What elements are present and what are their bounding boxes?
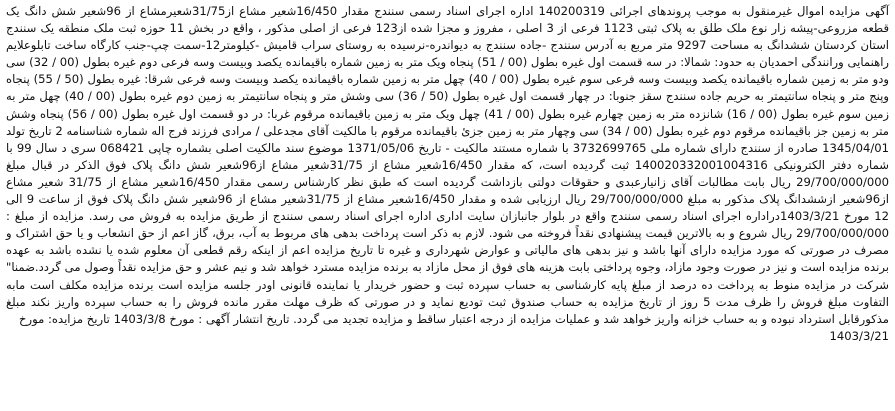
auction-date-line: 1403/3/21 xyxy=(829,328,889,343)
notice-body-text: آگهی مزایده اموال غیرمنقول به موجب پروندهای اجرائی 140200319 اداره اجرای اسناد رسمی سنندج مقدار 16/450شعیر مشاع از31/75شعیرمشاع از 96شعیر شش دانگ یک قطعه مزروعی-پیشه زار نوع ملک طلق به پلاک ثبتی 1123 فرعی از 3 اصلی ، مفروز و مجزا شده از123 فرعی از اصلی مذکور ، واقع در بخش 11 حوزه ثبت ملک منطقه یک سنندج استان کردستان ششدانگ به مساحت 9297 متر مربع به آدرس سنندج -جاده سنندج به دیواندره-نرسیده به روستای سراب قامیش -کیلومتر12-سمت چپ-جنب کارگاه ساخت تابلوعلایم راهنمایی ورانندگی احمدیان به حدود: شمالا: در سه قسمت اول غیره بطول (00 / 51) پنجاه ویک متر به زمین شماره باقیمانده یکصد وبیست وسه فرعی دوم غیره بطول (00 / 32) سی ودو متر به زمین شماره باقیمانده یکصد وبیست وسه فرعی سوم غیره بطول (00 / 40) چهل متر به زمین شماره باقیمانده یکصد وبیست وسه فرعی شرقا: غیره بطول (50 / 55) پنجاه وپنج متر و پنجاه سانتیمتر به حریم جاده سنندج سقز جنوبا: در چهار قسمت اول غیره بطول (50 / 36) سی وشش متر و پنجاه سانتیمتر به زمین دوم غیره بطول (00 / 40) چهل متر به زمین سوم غیره بطول (00 / 16) شانزده متر به زمین چهارم غیره بطول (00 / 41) چهل ویک متر به زمین باقیمانده مرقوم غربا: در دو قسمت اول غیره بطول (00 / 56) پنجاه وشش متر به زمین جز باقیمانده مرقوم دوم غیره بطول (00 / 34) سی وچهار متر به زمین جزئ باقیمانده مرقوم با مالکیت آقای مجدعلی / مرادی فرزند فرج اله شماره شناسنامه 2 تاریخ تولد 1345/04/01 صادره از سنندج دارای شماره ملی 3732699765 با شماره مستند مالکیت - تاریخ 1371/05/06 موضوع سند مالکیت اصلی بشماره چاپی 068421 سری د سال 99 با شماره دفتر الکترونیکی 140020332001004316 ثبت گردیده است، که مقدار 16/450شعیر مشاع از 31/75شعیر مشاع از96شعیر شش دانگ پلاک فوق الذکر در قبال مبلغ 29/700/000/000 ریال بابت مطالبات آقای زانیارعبدی و حقوقات دولتی بازداشت گردیده است که طبق نظر کارشناس رسمی مقدار 16/450شعیر مشاع از 31/75 شعیر مشاع از96شعیر ازششدانگ پلاک مذکور به مبلغ 29/700/000/000 ریال ارزیابی شده و مقدار 16/450شعیر مشاع از 31/75شعیر مشاع از 96شعیر شش دانگ پلاک فوق از ساعت 9 الی 12 مورخ 1403/3/21دراداره اجرای اسناد رسمی سنندج واقع در بلوار جانبازان سایت اداری اداره اجرای اسناد رسمی سنندج از طریق مزایده به فروش می رسد. مزایده از مبلغ : 29/700/000/000 ریال شروع و به بالاترین قیمت پیشنهادی نقداً فروخته می شود. لازم به ذکر است پرداخت بدهی های مربوط به آب، برق، گاز اعم از حق انشعاب و یا حق اشتراک و مصرف در صورتی که مورد مزایده دارای آنها باشد و نیز بدهی های مالیاتی و عوارض شهرداری و غیره تا تاریخ مزایده اعم از اینکه رقم قطعی آن معلوم شده یا نشده باشد به عهده برنده مزایده است و نیز در صورت وجود مازاد، وجوه پرداختی بابت هزینه های فوق از محل مازاد به برنده مزایده مسترد خواهد شد و نیم عشر و حق مزایده نقداً وصول می گردد.ضمنا" شرکت در مزایده منوط به پرداخت ده درصد از مبلغ پایه کارشناسی به حساب سپرده ثبت و حضور خریدار یا نماینده قانونی اودر جلسه مزایده است برنده مزایده مکلف است مابه التفاوت مبلغ فروش را ظرف مدت 5 روز از تاریخ مزایده به حساب صندوق ثبت تودیع نماید و در صورتی که ظرف مهلت مقرر مانده فروش را به حساب سپرده واریز نکند مبلغ مذکورقابل استرداد نبوده و به حساب خزانه واریز خواهد شد و عملیات مزایده از درجه اعتبار ساقط و مزایده تجدید می گردد. تاریخ انتشار آگهی : مورخ 1403/3/8 تاریخ مزایده: مورخ xyxy=(6,4,890,326)
